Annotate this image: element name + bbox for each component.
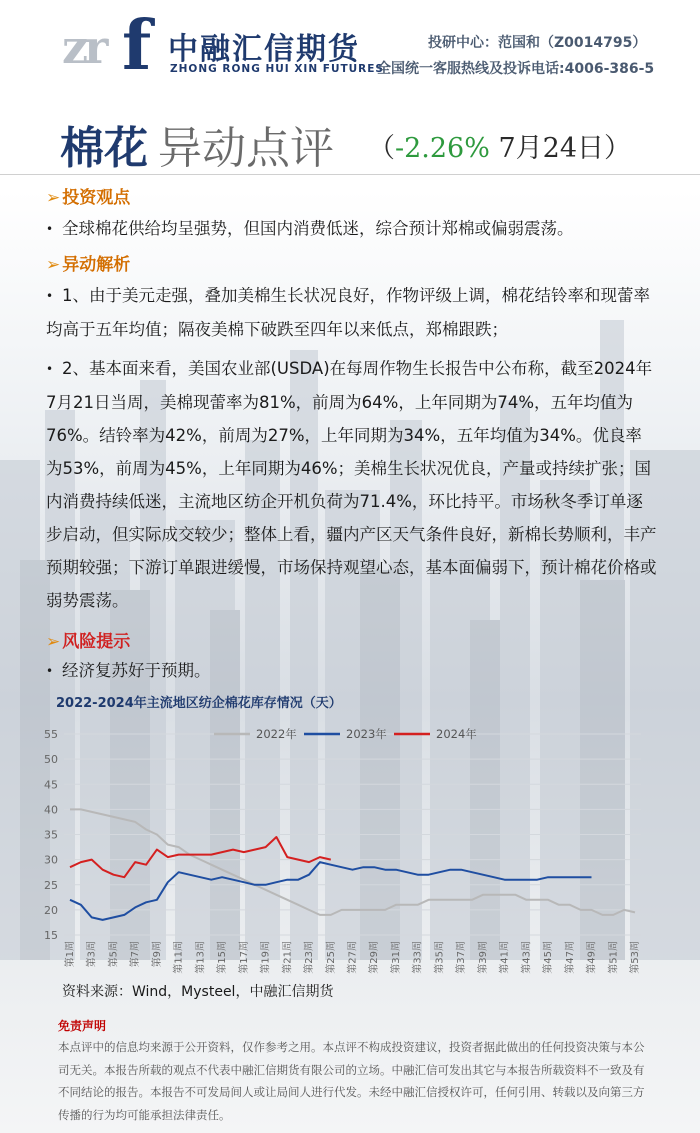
series-line	[70, 837, 331, 877]
arrow-icon: ➢	[46, 188, 61, 208]
company-logo-name: 中融汇信期货	[168, 32, 360, 67]
x-tick-label: 第13周	[195, 941, 207, 974]
analysis-point-2	[46, 352, 658, 617]
x-tick-label: 第29周	[369, 941, 381, 974]
series-line	[70, 809, 635, 915]
bullet-icon: •	[46, 289, 54, 303]
company-logo-mark: f	[122, 6, 152, 86]
paragraph-text: 经济复苏好于预期。	[62, 661, 211, 680]
company-logo-english: ZHONG RONG HUI XIN FUTURES	[170, 63, 384, 75]
x-tick-label: 第41周	[499, 941, 511, 974]
paragraph-text: 2、基本面来看，美国农业部(USDA)在每周作物生长报告中公布称，截至2024年7月21日当周，美棉现蕾率为81%，前周为64%，上年同期为74%，五年均值为76%。结铃率为42%，前周为27%，上年同期为34%，五年均值为34%。优良率为53%，前周为45%，上年同期为46%；美棉生长状况优良，产量或持续扩张；国内消费持续低迷，主流地区纺企开机负荷为71.4%，环比持平。市场秋冬季订单逐步启动，但实际成交较少；整体上看，疆内产区天气条件良好，新棉长势顺利，丰产预期较强；下游订单跟进缓慢，市场保持观望心态，基本面偏弱下，预计棉花价格或弱势震荡。	[46, 359, 657, 610]
x-tick-label: 第45周	[543, 941, 555, 974]
y-tick-label: 55	[44, 728, 58, 741]
section-risk	[46, 627, 130, 652]
y-tick-label: 40	[44, 803, 58, 817]
x-tick-label: 第7周	[130, 941, 142, 968]
x-tick-label: 第37周	[456, 941, 468, 974]
analyst-info: 投研中心：范国和（Z0014795）	[428, 35, 647, 51]
bullet-icon: •	[46, 222, 54, 236]
x-tick-label: 第21周	[282, 941, 294, 974]
x-tick-label: 第1周	[65, 941, 76, 968]
y-tick-label: 45	[44, 778, 58, 792]
section-investment-view	[46, 183, 130, 208]
x-tick-label: 第11周	[173, 941, 185, 974]
x-tick-label: 第23周	[304, 941, 316, 974]
y-tick-label: 35	[44, 828, 58, 842]
x-tick-label: 第47周	[564, 941, 576, 974]
legend-label: 2024年	[436, 727, 477, 741]
price-change: -2.26%	[395, 133, 490, 164]
x-tick-label: 第43周	[521, 941, 533, 974]
x-tick-label: 第17周	[238, 941, 250, 974]
service-hotline: 全国统一客服热线及投诉电话:4006-386-5	[377, 61, 655, 77]
section-analysis	[46, 250, 130, 275]
y-tick-label: 20	[44, 903, 58, 917]
title-commodity: 棉花	[60, 123, 148, 174]
x-tick-label: 第53周	[630, 941, 641, 974]
series-line	[70, 862, 592, 920]
disclaimer-title: 免责声明	[58, 1019, 107, 1033]
investment-view-text	[46, 212, 658, 246]
y-tick-label: 30	[44, 853, 58, 867]
report-title	[0, 112, 700, 172]
paragraph-text: 1、由于美元走强，叠加美棉生长状况良好，作物评级上调，棉花结铃率和现蕾率均高于五年均值；隔夜美棉下破跌至四年以来低点，郑棉跟跌；	[46, 286, 650, 339]
divider	[0, 174, 700, 175]
x-tick-label: 第9周	[151, 941, 163, 968]
bullet-icon: •	[46, 664, 54, 678]
x-tick-label: 第49周	[586, 941, 598, 974]
data-source: 资料来源：Wind，Mysteel，中融汇信期货	[62, 984, 334, 1000]
arrow-icon: ➢	[46, 632, 61, 652]
title-paren-open: （	[368, 133, 395, 164]
analysis-point-1	[46, 279, 658, 346]
chart-title: 2022-2024年主流地区纺企棉花库存情况（天）	[56, 696, 342, 711]
y-tick-label: 50	[44, 753, 58, 767]
x-tick-label: 第19周	[260, 941, 272, 974]
x-tick-label: 第33周	[412, 941, 424, 974]
inventory-line-chart	[36, 716, 656, 986]
section-title: 风险提示	[62, 632, 131, 652]
legend-label: 2023年	[346, 727, 387, 741]
x-tick-label: 第25周	[325, 941, 337, 974]
x-tick-label: 第5周	[108, 941, 120, 968]
disclaimer-text: 本点评中的信息均来源于公开资料，仅作参考之用。本点评不构成投资建议，投资者据此做出的任何投资决策与本公司无关。本报告所载的观点不代表中融汇信期货有限公司的立场。中融汇信可发出其它与本报告所载资料不一致及有不同结论的报告。本报告不可发局间人或让局间人进行代发。未经中融汇信授权许可，任何引用、转载以及向第三方传播的行为均可能承担法律责任。	[58, 1040, 645, 1122]
y-tick-label: 15	[44, 929, 58, 942]
legend-label: 2022年	[256, 727, 297, 741]
report-date: 7月24日）	[489, 133, 632, 164]
section-title: 异动解析	[62, 255, 131, 275]
bullet-icon: •	[46, 362, 54, 376]
arrow-icon: ➢	[46, 255, 61, 275]
x-tick-label: 第31周	[390, 941, 402, 974]
y-tick-label: 25	[44, 878, 58, 892]
title-subject: 异动点评	[158, 123, 334, 174]
x-tick-label: 第3周	[86, 941, 98, 968]
x-tick-label: 第35周	[434, 941, 446, 974]
company-logo-letters: zr	[62, 20, 105, 74]
x-tick-label: 第51周	[608, 941, 620, 974]
risk-text	[46, 654, 658, 688]
x-tick-label: 第27周	[347, 941, 359, 974]
x-tick-label: 第39周	[477, 941, 489, 974]
paragraph-text: 全球棉花供给均呈强势，但国内消费低迷，综合预计郑棉或偏弱震荡。	[62, 219, 574, 238]
x-tick-label: 第15周	[217, 941, 229, 974]
title-change-date	[368, 126, 631, 165]
report-header	[0, 0, 700, 90]
section-title: 投资观点	[62, 188, 131, 208]
